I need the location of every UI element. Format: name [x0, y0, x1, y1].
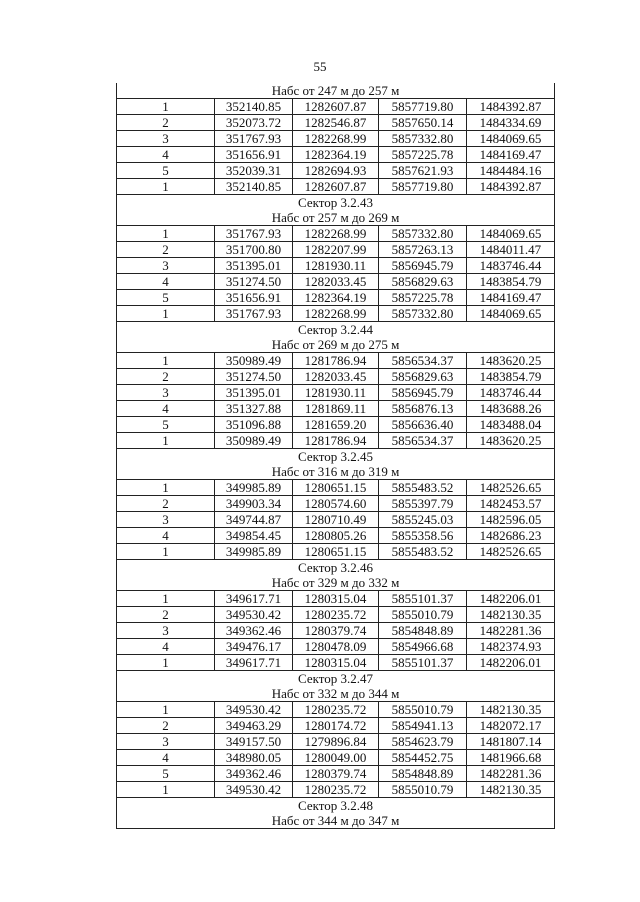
- coordinate-cell: 5856636.40: [379, 417, 467, 433]
- sector-title: Сектор 3.2.48: [117, 798, 555, 814]
- point-number-cell: 5: [117, 163, 215, 179]
- coordinate-cell: 5857225.78: [379, 147, 467, 163]
- coordinate-cell: 1281786.94: [293, 433, 379, 449]
- height-range: Набс от 344 м до 347 м: [117, 813, 555, 829]
- coordinate-cell: 1280235.72: [293, 702, 379, 718]
- point-number-cell: 2: [117, 242, 215, 258]
- point-number-cell: 5: [117, 766, 215, 782]
- coordinate-cell: 349157.50: [215, 734, 293, 750]
- coordinates-table: [116, 83, 555, 829]
- coordinate-cell: 349744.87: [215, 512, 293, 528]
- point-number-cell: 2: [117, 369, 215, 385]
- table-row: [117, 718, 555, 734]
- coordinate-cell: 1482206.01: [467, 655, 555, 671]
- point-number-cell: 2: [117, 607, 215, 623]
- table-row: [117, 226, 555, 242]
- point-number-cell: 4: [117, 274, 215, 290]
- sector-header-row: [117, 195, 555, 211]
- coordinate-cell: 1482526.65: [467, 544, 555, 560]
- height-range-row: [117, 686, 555, 702]
- coordinate-cell: 1482526.65: [467, 480, 555, 496]
- coordinate-cell: 1280235.72: [293, 782, 379, 798]
- coordinate-cell: 350989.49: [215, 433, 293, 449]
- coordinate-cell: 5855483.52: [379, 544, 467, 560]
- coordinate-cell: 1280710.49: [293, 512, 379, 528]
- height-range: Набс от 257 м до 269 м: [117, 210, 555, 226]
- coordinate-cell: 1282268.99: [293, 226, 379, 242]
- table-row: [117, 734, 555, 750]
- coordinate-cell: 349985.89: [215, 480, 293, 496]
- coordinate-cell: 1483688.26: [467, 401, 555, 417]
- coordinate-cell: 1483620.25: [467, 353, 555, 369]
- coordinate-cell: 1484069.65: [467, 131, 555, 147]
- point-number-cell: 2: [117, 496, 215, 512]
- coordinate-cell: 352073.72: [215, 115, 293, 131]
- point-number-cell: 4: [117, 750, 215, 766]
- point-number-cell: 3: [117, 623, 215, 639]
- coordinate-cell: 1282546.87: [293, 115, 379, 131]
- height-range-row: [117, 337, 555, 353]
- coordinate-cell: 352039.31: [215, 163, 293, 179]
- table-row: [117, 290, 555, 306]
- page-number: 55: [313, 59, 327, 74]
- coordinate-cell: 1482596.05: [467, 512, 555, 528]
- table-row: [117, 639, 555, 655]
- height-range: Набс от 329 м до 332 м: [117, 575, 555, 591]
- coordinate-cell: 351327.88: [215, 401, 293, 417]
- point-number-cell: 4: [117, 147, 215, 163]
- coordinate-cell: 351767.93: [215, 306, 293, 322]
- coordinate-cell: 5857650.14: [379, 115, 467, 131]
- coordinate-cell: 5857225.78: [379, 290, 467, 306]
- coordinate-cell: 349854.45: [215, 528, 293, 544]
- coordinate-cell: 351656.91: [215, 290, 293, 306]
- coordinate-cell: 351700.80: [215, 242, 293, 258]
- coordinate-cell: 1282033.45: [293, 369, 379, 385]
- coordinate-cell: 1482686.23: [467, 528, 555, 544]
- table-row: [117, 417, 555, 433]
- coordinate-cell: 5855483.52: [379, 480, 467, 496]
- table-row: [117, 115, 555, 131]
- height-range: Набс от 247 м до 257 м: [117, 83, 555, 99]
- coordinate-cell: 1280478.09: [293, 639, 379, 655]
- coordinate-cell: 1483746.44: [467, 258, 555, 274]
- coordinate-cell: 5854848.89: [379, 766, 467, 782]
- height-range: Набс от 332 м до 344 м: [117, 686, 555, 702]
- coordinate-cell: 5856945.79: [379, 258, 467, 274]
- table-row: [117, 607, 555, 623]
- coordinate-cell: 1280049.00: [293, 750, 379, 766]
- table-row: [117, 782, 555, 798]
- coordinate-cell: 349463.29: [215, 718, 293, 734]
- coordinate-cell: 1282607.87: [293, 99, 379, 115]
- coordinate-cell: 1482281.36: [467, 623, 555, 639]
- coordinate-cell: 5855358.56: [379, 528, 467, 544]
- coordinate-cell: 5856829.63: [379, 274, 467, 290]
- coordinate-cell: 1484169.47: [467, 147, 555, 163]
- sector-header-row: [117, 449, 555, 465]
- point-number-cell: 1: [117, 591, 215, 607]
- coordinate-cell: 349530.42: [215, 607, 293, 623]
- point-number-cell: 1: [117, 99, 215, 115]
- coordinate-cell: 1280379.74: [293, 623, 379, 639]
- coordinate-cell: 1481807.14: [467, 734, 555, 750]
- coordinate-cell: 349476.17: [215, 639, 293, 655]
- point-number-cell: 1: [117, 782, 215, 798]
- table-row: [117, 353, 555, 369]
- table-row: [117, 480, 555, 496]
- sector-title: Сектор 3.2.46: [117, 560, 555, 576]
- coordinate-cell: 349362.46: [215, 623, 293, 639]
- coordinate-cell: 1484392.87: [467, 179, 555, 195]
- coordinate-cell: 1482130.35: [467, 702, 555, 718]
- table-row: [117, 623, 555, 639]
- coordinate-cell: 1483746.44: [467, 385, 555, 401]
- point-number-cell: 3: [117, 131, 215, 147]
- table-row: [117, 512, 555, 528]
- coordinate-cell: 349530.42: [215, 782, 293, 798]
- sector-header-row: [117, 322, 555, 338]
- coordinate-cell: 5854623.79: [379, 734, 467, 750]
- table-row: [117, 655, 555, 671]
- sector-header-row: [117, 671, 555, 687]
- coordinate-cell: 1483620.25: [467, 433, 555, 449]
- sector-title: Сектор 3.2.43: [117, 195, 555, 211]
- coordinate-cell: 5857719.80: [379, 179, 467, 195]
- table-row: [117, 258, 555, 274]
- coordinate-cell: 1281786.94: [293, 353, 379, 369]
- coordinate-cell: 5856829.63: [379, 369, 467, 385]
- point-number-cell: 3: [117, 258, 215, 274]
- coordinate-cell: 1279896.84: [293, 734, 379, 750]
- point-number-cell: 3: [117, 385, 215, 401]
- point-number-cell: 1: [117, 702, 215, 718]
- coordinate-cell: 1280379.74: [293, 766, 379, 782]
- table-row: [117, 274, 555, 290]
- coordinate-cell: 5855010.79: [379, 607, 467, 623]
- point-number-cell: 4: [117, 528, 215, 544]
- table-row: [117, 433, 555, 449]
- coordinate-cell: 349617.71: [215, 655, 293, 671]
- table-row: [117, 163, 555, 179]
- table-row: [117, 242, 555, 258]
- coordinate-cell: 1482374.93: [467, 639, 555, 655]
- coordinate-cell: 351096.88: [215, 417, 293, 433]
- coordinate-cell: 5854848.89: [379, 623, 467, 639]
- sector-title: Сектор 3.2.45: [117, 449, 555, 465]
- point-number-cell: 1: [117, 353, 215, 369]
- coordinate-cell: 351656.91: [215, 147, 293, 163]
- table-row: [117, 591, 555, 607]
- point-number-cell: 1: [117, 480, 215, 496]
- table-row: [117, 496, 555, 512]
- table-row: [117, 750, 555, 766]
- coordinate-cell: 352140.85: [215, 99, 293, 115]
- coordinate-cell: 1282033.45: [293, 274, 379, 290]
- coordinate-cell: 348980.05: [215, 750, 293, 766]
- height-range-row: [117, 813, 555, 829]
- coordinate-cell: 1484392.87: [467, 99, 555, 115]
- coordinate-cell: 1280651.15: [293, 544, 379, 560]
- coordinate-cell: 1280235.72: [293, 607, 379, 623]
- point-number-cell: 2: [117, 115, 215, 131]
- point-number-cell: 1: [117, 433, 215, 449]
- coordinate-cell: 1282268.99: [293, 306, 379, 322]
- coordinate-cell: 5855397.79: [379, 496, 467, 512]
- coordinate-cell: 1482206.01: [467, 591, 555, 607]
- coordinate-cell: 5857621.93: [379, 163, 467, 179]
- table-row: [117, 369, 555, 385]
- coordinate-cell: 5856534.37: [379, 353, 467, 369]
- height-range: Набс от 316 м до 319 м: [117, 464, 555, 480]
- table-row: [117, 528, 555, 544]
- coordinate-cell: 1281930.11: [293, 385, 379, 401]
- coordinate-cell: 1484484.16: [467, 163, 555, 179]
- point-number-cell: 1: [117, 179, 215, 195]
- coordinate-cell: 1482453.57: [467, 496, 555, 512]
- coordinate-cell: 1282694.93: [293, 163, 379, 179]
- table-row: [117, 401, 555, 417]
- point-number-cell: 4: [117, 401, 215, 417]
- table-row: [117, 544, 555, 560]
- coordinate-cell: 5855245.03: [379, 512, 467, 528]
- coordinate-cell: 1482072.17: [467, 718, 555, 734]
- point-number-cell: 3: [117, 512, 215, 528]
- coordinate-cell: 1282607.87: [293, 179, 379, 195]
- table-row: [117, 147, 555, 163]
- coordinate-cell: 1280174.72: [293, 718, 379, 734]
- coordinate-cell: 351395.01: [215, 385, 293, 401]
- coordinate-cell: 5855101.37: [379, 655, 467, 671]
- coordinate-cell: 1484069.65: [467, 306, 555, 322]
- height-range-row: [117, 210, 555, 226]
- coordinate-cell: 1282364.19: [293, 147, 379, 163]
- sector-title: Сектор 3.2.47: [117, 671, 555, 687]
- coordinate-cell: 5855101.37: [379, 591, 467, 607]
- sector-header-row: [117, 560, 555, 576]
- coordinate-cell: 1484011.47: [467, 242, 555, 258]
- coordinate-cell: 1483854.79: [467, 274, 555, 290]
- coordinate-cell: 5856534.37: [379, 433, 467, 449]
- table-row: [117, 702, 555, 718]
- coordinate-cell: 349903.34: [215, 496, 293, 512]
- coordinate-cell: 1280315.04: [293, 591, 379, 607]
- coordinate-cell: 351767.93: [215, 226, 293, 242]
- coordinate-cell: 1483854.79: [467, 369, 555, 385]
- coordinate-cell: 1484069.65: [467, 226, 555, 242]
- coordinate-cell: 349617.71: [215, 591, 293, 607]
- coordinate-cell: 5854966.68: [379, 639, 467, 655]
- coordinate-cell: 1482281.36: [467, 766, 555, 782]
- coordinate-cell: 5857332.80: [379, 226, 467, 242]
- table-row: [117, 99, 555, 115]
- coordinate-cell: 1280651.15: [293, 480, 379, 496]
- coordinate-cell: 5856945.79: [379, 385, 467, 401]
- coordinate-cell: 1484169.47: [467, 290, 555, 306]
- sector-header-row: [117, 798, 555, 814]
- coordinate-cell: 1280805.26: [293, 528, 379, 544]
- coordinate-cell: 350989.49: [215, 353, 293, 369]
- coordinate-cell: 1282207.99: [293, 242, 379, 258]
- coordinate-cell: 1280574.60: [293, 496, 379, 512]
- coordinate-cell: 1281659.20: [293, 417, 379, 433]
- height-range-row: [117, 83, 555, 99]
- coordinate-cell: 1282268.99: [293, 131, 379, 147]
- table-row: [117, 179, 555, 195]
- coordinate-cell: 349985.89: [215, 544, 293, 560]
- point-number-cell: 1: [117, 226, 215, 242]
- table-row: [117, 131, 555, 147]
- sector-title: Сектор 3.2.44: [117, 322, 555, 338]
- coordinate-cell: 5854941.13: [379, 718, 467, 734]
- coordinate-cell: 5856876.13: [379, 401, 467, 417]
- point-number-cell: 5: [117, 290, 215, 306]
- coordinate-cell: 5857332.80: [379, 306, 467, 322]
- coordinate-cell: 5855010.79: [379, 782, 467, 798]
- coordinate-cell: 1281869.11: [293, 401, 379, 417]
- coordinate-cell: 1482130.35: [467, 782, 555, 798]
- point-number-cell: 1: [117, 655, 215, 671]
- coordinate-cell: 1484334.69: [467, 115, 555, 131]
- coordinate-cell: 5857332.80: [379, 131, 467, 147]
- coordinate-cell: 1483488.04: [467, 417, 555, 433]
- point-number-cell: 1: [117, 306, 215, 322]
- point-number-cell: 1: [117, 544, 215, 560]
- height-range-row: [117, 575, 555, 591]
- table-row: [117, 766, 555, 782]
- point-number-cell: 3: [117, 734, 215, 750]
- point-number-cell: 2: [117, 718, 215, 734]
- coordinate-cell: 5857263.13: [379, 242, 467, 258]
- coordinate-cell: 1281930.11: [293, 258, 379, 274]
- table-row: [117, 385, 555, 401]
- coordinate-cell: 351274.50: [215, 369, 293, 385]
- coordinate-cell: 349530.42: [215, 702, 293, 718]
- height-range-row: [117, 464, 555, 480]
- point-number-cell: 5: [117, 417, 215, 433]
- coordinate-cell: 351274.50: [215, 274, 293, 290]
- point-number-cell: 4: [117, 639, 215, 655]
- coordinate-cell: 352140.85: [215, 179, 293, 195]
- coordinate-cell: 1481966.68: [467, 750, 555, 766]
- height-range: Набс от 269 м до 275 м: [117, 337, 555, 353]
- coordinate-cell: 5857719.80: [379, 99, 467, 115]
- coordinate-cell: 351767.93: [215, 131, 293, 147]
- coordinate-cell: 349362.46: [215, 766, 293, 782]
- table-row: [117, 306, 555, 322]
- coordinate-cell: 1482130.35: [467, 607, 555, 623]
- coordinate-cell: 5855010.79: [379, 702, 467, 718]
- coordinate-cell: 1280315.04: [293, 655, 379, 671]
- coordinate-cell: 1282364.19: [293, 290, 379, 306]
- coordinate-cell: 5854452.75: [379, 750, 467, 766]
- coordinate-cell: 351395.01: [215, 258, 293, 274]
